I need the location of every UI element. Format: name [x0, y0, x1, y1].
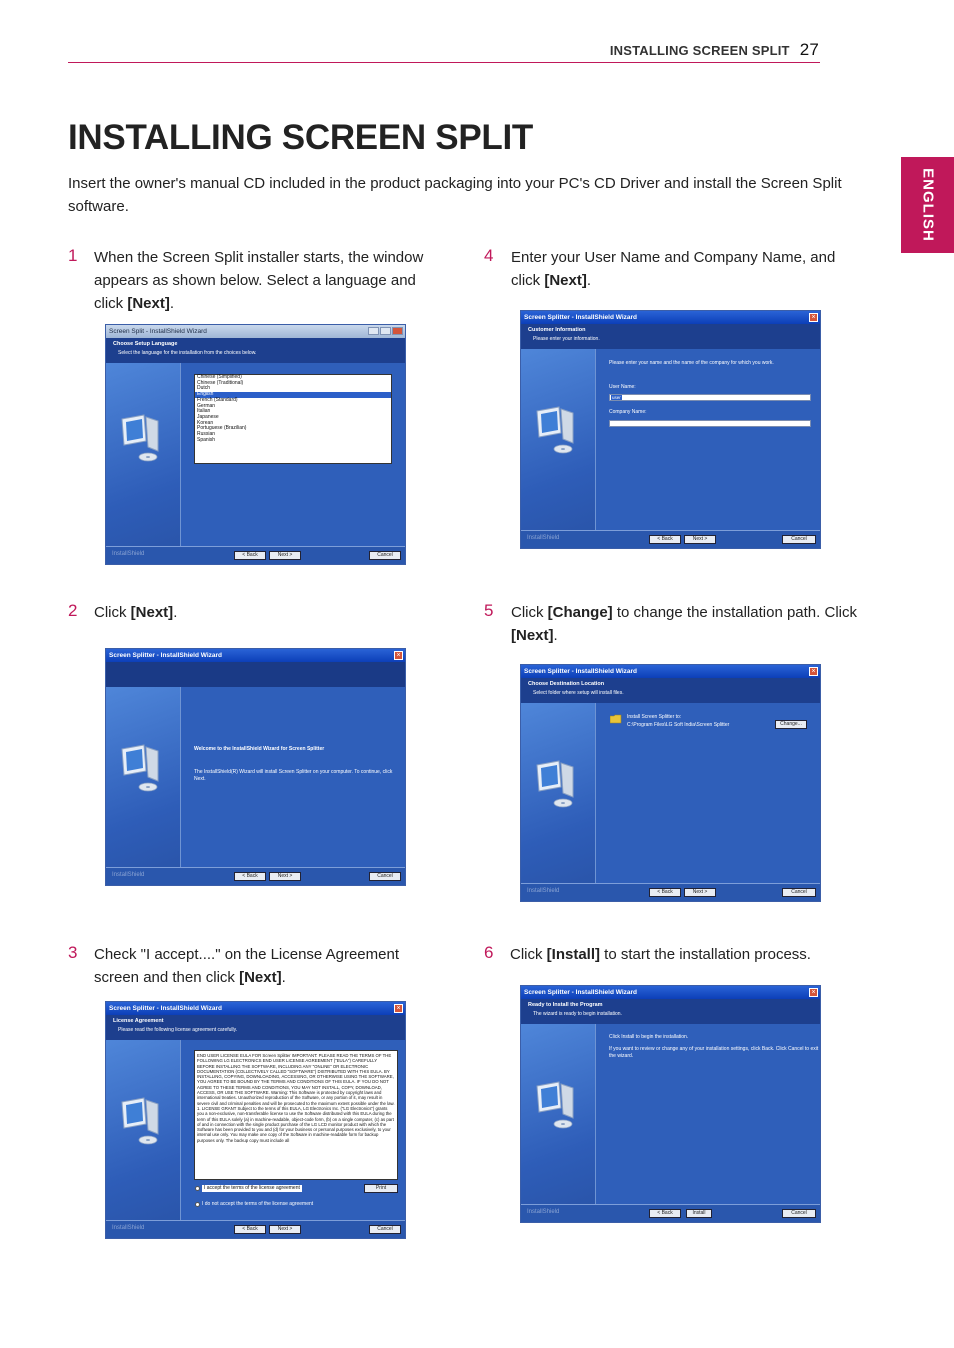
wizard-subheading: Select the language for the installation from the choices below. — [118, 350, 257, 356]
step-text-end: . — [586, 272, 592, 289]
computer-icon — [118, 743, 166, 795]
step-text-mid: to change the installation path. Click — [612, 604, 857, 621]
wizard-header — [106, 662, 405, 687]
back-button[interactable]: < Back — [649, 1209, 681, 1218]
window-title: Screen Split - InstallShield Wizard — [106, 325, 405, 338]
language-option[interactable]: French (Standard) — [197, 396, 238, 403]
running-header-section: INSTALLING SCREEN SPLIT — [609, 43, 790, 58]
wizard-footer — [521, 530, 820, 548]
wizard-body — [596, 349, 820, 531]
installshield-brand: InstallShield — [527, 888, 560, 894]
next-button[interactable]: Next > — [684, 535, 716, 544]
license-text-box[interactable]: END USER LICENSE EULA FOR Screen Splitter IMPORTANT: PLEASE READ THE TERMS OF THE FOLLOWING LG ELECTRONICS END USER LICENSE AGREEMENT ("EULA") CAREFULLY BEFORE INSTALLING THE SOFTWARE, INCLUDING ANY "ONLINE" OR ELECTRONIC DOCUMENTATION (COLLECTIVELY CALLED "SOFTWARE") DISTRIBUTED WITH THIS EULA. BY INSTALLING, COPYING, DOWNLOADING, ACCESSING, OR OTHERWISE USING THE SOFTWARE, YOU AGREE TO BE BOUND BY THE TERMS AND CONDITIONS OF THIS EULA. IF YOU DO NOT AGREE TO THESE TERMS AND CONDITIONS, YOU MAY NOT INSTALL, COPY, DOWNLOAD, ACCESS, OR USE THE SOFTWARE. Warning: This Software is protected by copyright laws and international treaties. Unauthorized reproduction of the Software, or any portion of it, may result in severe civil and criminal penalties and will be prosecuted to the maximum extent possible under the law. 1. LICENSE GRANT Subject to the terms of this EULA, LG Electronics Inc. ("LG Electronics") grants you a non-exclusive, non-transferable license to use the Software distributed with this EULA during the term of this EULA solely (a) in machine-readable, object-code form, (b) on a single computer, (c) as part of and in connection with the single product purchase of the LG LCD monitor product with which the Software has been provided to you and (d) for your business or personal purposes exclusively, to your internal use only. You may make one copy of the Software in machine-readable form for backup purposes only. The backup copy must include all — [194, 1050, 398, 1180]
cancel-button[interactable]: Cancel — [782, 888, 816, 897]
step-number: 6 — [484, 943, 494, 962]
wizard-side-panel — [106, 1040, 181, 1221]
user-name-label: User Name: — [609, 384, 636, 390]
wizard-footer — [521, 883, 820, 901]
install-button[interactable]: Install — [686, 1209, 712, 1218]
step-text-bold: [Next] — [130, 604, 174, 621]
installshield-brand: InstallShield — [527, 535, 560, 541]
wizard-body — [596, 1024, 820, 1205]
next-button[interactable]: Next > — [269, 1225, 301, 1234]
company-name-field[interactable] — [609, 420, 811, 427]
computer-icon — [533, 405, 581, 457]
step-number: 4 — [484, 246, 494, 265]
close-icon[interactable]: × — [809, 313, 818, 322]
wizard-subheading: Select folder where setup will install files. — [533, 690, 624, 696]
step-text-end: . — [553, 627, 558, 644]
back-button[interactable]: < Back — [649, 888, 681, 897]
step-text: Click — [511, 604, 548, 621]
maximize-icon[interactable] — [380, 327, 391, 335]
installer-window-language — [105, 324, 406, 565]
wizard-header — [106, 338, 405, 363]
wizard-footer — [106, 546, 405, 564]
accept-radio[interactable] — [195, 1186, 200, 1191]
computer-icon — [118, 413, 166, 465]
step-5 — [484, 601, 493, 621]
wizard-subheading: Please enter your information. — [533, 336, 600, 342]
wizard-subheading: Please read the following license agreement carefully. — [118, 1027, 238, 1033]
change-button[interactable]: Change... — [775, 720, 807, 729]
window-title: Screen Splitter - InstallShield Wizard — [521, 665, 820, 678]
wizard-side-panel — [106, 363, 181, 547]
installer-window-destination — [520, 664, 821, 902]
back-button[interactable]: < Back — [649, 535, 681, 544]
running-header — [610, 40, 819, 60]
step-number: 5 — [484, 601, 494, 620]
company-name-label: Company Name: — [609, 409, 647, 415]
step-text-bold: [Next] — [544, 272, 587, 289]
install-to-label: Install Screen Splitter to: — [627, 714, 682, 720]
close-icon[interactable]: × — [394, 651, 403, 660]
back-button[interactable]: < Back — [234, 1225, 266, 1234]
computer-icon — [533, 1080, 581, 1132]
welcome-heading: Welcome to the InstallShield Wizard for Screen Splitter — [194, 746, 325, 752]
ready-instruction: Click Install to begin the installation. — [609, 1034, 689, 1040]
wizard-body — [181, 687, 405, 868]
language-option[interactable]: Spanish — [197, 436, 216, 443]
next-button[interactable]: Next > — [684, 888, 716, 897]
installshield-brand: InstallShield — [112, 551, 145, 557]
window-title: Screen Splitter - InstallShield Wizard — [521, 986, 820, 999]
computer-icon — [118, 1096, 166, 1148]
decline-label[interactable]: I do not accept the terms of the license agreement — [202, 1201, 314, 1207]
step-text: When the Screen Split installer starts, the window appears as shown below. Select a language and click — [94, 249, 424, 312]
installshield-brand: InstallShield — [112, 1225, 145, 1231]
wizard-body — [181, 1040, 405, 1221]
window-controls — [368, 327, 403, 335]
header-rule — [68, 62, 820, 63]
language-option[interactable]: Japanese — [197, 413, 219, 420]
close-icon[interactable]: × — [809, 988, 818, 997]
computer-icon — [533, 759, 581, 811]
cancel-button[interactable]: Cancel — [369, 1225, 401, 1234]
wizard-heading: Customer Information — [528, 327, 586, 333]
window-title: Screen Splitter - InstallShield Wizard — [106, 649, 405, 662]
step-number: 2 — [68, 601, 78, 620]
wizard-heading: Choose Destination Location — [528, 681, 605, 687]
step-number: 3 — [68, 943, 78, 962]
cancel-button[interactable]: Cancel — [782, 535, 816, 544]
step-number: 1 — [68, 246, 78, 265]
step-3 — [68, 943, 77, 963]
step-5-text — [511, 601, 861, 647]
language-listbox[interactable] — [194, 374, 392, 464]
step-text-bold: [Install] — [546, 946, 601, 963]
installer-window-customer — [520, 310, 821, 549]
step-text: Check "I accept...." on the License Agreement screen and then click — [94, 946, 399, 986]
step-text: Click — [94, 604, 131, 621]
step-6-text — [510, 943, 870, 966]
wizard-heading: License Agreement — [113, 1018, 164, 1024]
close-icon[interactable]: × — [394, 1004, 403, 1013]
step-4-text — [511, 246, 851, 292]
print-button[interactable]: Print — [364, 1184, 398, 1193]
intro-paragraph: Insert the owner's manual CD included in the product packaging into your PC's CD Driver and install the Screen Split software. — [68, 175, 842, 215]
wizard-footer — [521, 1204, 820, 1222]
page-number: 27 — [799, 40, 819, 59]
cancel-button[interactable]: Cancel — [369, 872, 401, 881]
step-text: Click — [510, 946, 547, 963]
wizard-side-panel — [521, 349, 596, 531]
user-name-field[interactable] — [609, 394, 811, 401]
wizard-heading: Ready to Install the Program — [528, 1002, 603, 1008]
accept-label[interactable]: I accept the terms of the license agreement — [204, 1185, 300, 1191]
language-tab-label: ENGLISH — [919, 168, 936, 242]
step-3-text — [94, 943, 439, 989]
wizard-side-panel — [106, 687, 181, 868]
step-2 — [68, 601, 77, 621]
next-button[interactable]: Next > — [269, 551, 301, 560]
cancel-button[interactable]: Cancel — [782, 1209, 816, 1218]
close-icon[interactable] — [392, 327, 403, 335]
step-text-end: to start the installation process. — [600, 946, 811, 963]
welcome-description: The InstallShield(R) Wizard will install Screen Splitter on your computer. To continue, click Next. — [194, 769, 393, 782]
language-option[interactable]: German — [197, 402, 216, 409]
window-title: Screen Splitter - InstallShield Wizard — [106, 1002, 405, 1015]
step-4 — [484, 246, 493, 266]
step-text: Enter your User Name and Company Name, and click — [511, 249, 836, 289]
step-text-bold: [Change] — [547, 604, 613, 621]
user-name-value: user — [612, 395, 621, 400]
destination-path: C:\Program Files\LG Soft India\Screen Splitter — [627, 722, 730, 728]
customer-prompt: Please enter your name and the name of the company for which you work. — [609, 360, 774, 366]
language-option-selected[interactable]: English — [195, 392, 391, 398]
wizard-footer — [106, 1220, 405, 1238]
next-button[interactable]: Next > — [269, 872, 301, 881]
back-button[interactable]: < Back — [234, 872, 266, 881]
step-2-text — [94, 601, 424, 624]
wizard-header — [521, 999, 820, 1024]
close-icon[interactable]: × — [809, 667, 818, 676]
language-option[interactable]: Portuguese (Brazilian) — [197, 425, 247, 432]
page-title: INSTALLING SCREEN SPLIT — [68, 118, 533, 157]
wizard-subheading: The wizard is ready to begin installation. — [533, 1011, 622, 1017]
wizard-header — [521, 678, 820, 703]
installer-window-welcome — [105, 648, 406, 886]
wizard-header — [521, 324, 820, 349]
installer-window-license — [105, 1001, 406, 1239]
language-option[interactable]: Italian — [197, 408, 211, 415]
step-text-end: . — [281, 969, 286, 986]
wizard-heading: Choose Setup Language — [113, 341, 178, 347]
ready-review-note: If you want to review or change any of your installation settings, click Back. Click Cancel to exit the wizard. — [609, 1046, 819, 1059]
back-button[interactable]: < Back — [234, 551, 266, 560]
wizard-footer — [106, 867, 405, 885]
decline-radio[interactable] — [195, 1202, 200, 1207]
wizard-side-panel — [521, 1024, 596, 1205]
cancel-button[interactable]: Cancel — [369, 551, 401, 560]
language-option[interactable]: Dutch — [197, 385, 211, 392]
minimize-icon[interactable] — [368, 327, 379, 335]
folder-icon — [610, 714, 622, 724]
wizard-body — [596, 703, 820, 884]
language-option[interactable]: Chinese (Simplified) — [197, 374, 242, 380]
window-title: Screen Splitter - InstallShield Wizard — [521, 311, 820, 324]
language-tab — [901, 157, 954, 253]
step-text-end: . — [169, 295, 175, 312]
step-text-end: . — [173, 604, 178, 621]
step-text-bold: [Next] — [127, 295, 170, 312]
wizard-body — [181, 363, 405, 547]
step-6 — [484, 943, 493, 963]
installshield-brand: InstallShield — [112, 872, 145, 878]
step-text-bold: [Next] — [511, 627, 554, 644]
installshield-brand: InstallShield — [527, 1209, 560, 1215]
wizard-header — [106, 1015, 405, 1040]
step-text-bold: [Next] — [239, 969, 282, 986]
installer-window-ready — [520, 985, 821, 1223]
language-option[interactable]: Chinese (Traditional) — [197, 379, 244, 386]
language-option[interactable]: Korean — [197, 419, 214, 426]
step-1 — [68, 246, 77, 266]
language-option[interactable]: Russian — [197, 431, 216, 438]
step-1-text — [94, 246, 424, 315]
wizard-side-panel — [521, 703, 596, 884]
